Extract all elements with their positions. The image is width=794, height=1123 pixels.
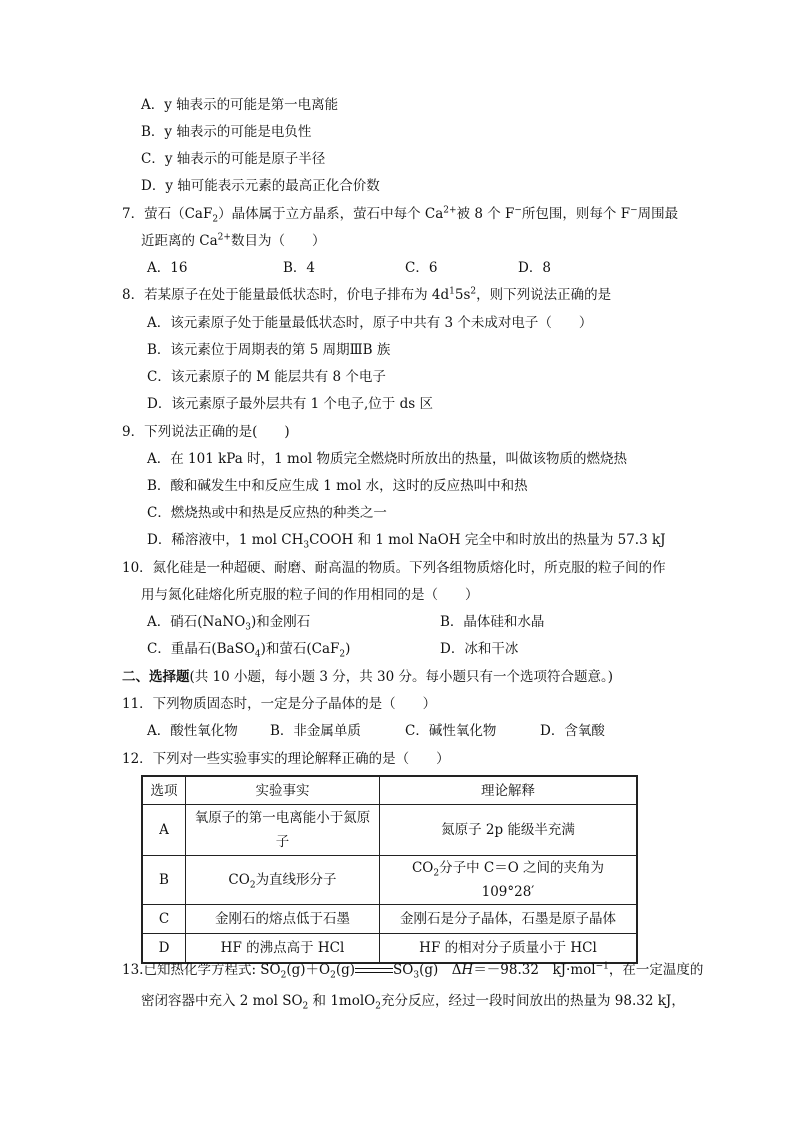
q9-option-d: D．稀溶液中，1 mol $CH_3COOH$ 和 1 mol NaOH 完全中和时放出的热量为 57.3 kJ: [147, 532, 666, 551]
q10-option-b: B．晶体硅和水晶: [440, 614, 545, 630]
table-row: [142, 905, 637, 934]
q8-option-a: A．该元素原子处于能量最低状态时，原子中共有 3 个未成对电子（ ）: [147, 315, 593, 331]
q9-stem: 9．下列说法正确的是( ): [122, 424, 290, 440]
section-2-title: 二、选择题: [122, 669, 190, 685]
q9-option-b: B．酸和碱发生中和反应生成 1 mol 水，这时的反应热叫中和热: [147, 478, 528, 494]
row-fact: $CO_2$为直线形分子: [186, 856, 380, 905]
q6-option-a: A．y 轴表示的可能是第一电离能: [141, 97, 339, 113]
q7-option-c: C．6: [405, 260, 438, 276]
q6-option-c: C．y 轴表示的可能是原子半径: [141, 151, 326, 167]
q6-option-b: B．y 轴表示的可能是电负性: [141, 124, 312, 140]
row-fact: 金刚石的熔点低于石墨: [186, 905, 380, 934]
table-header-row: [142, 776, 637, 805]
q8-option-c: C．该元素原子的 M 能层共有 8 个电子: [147, 369, 386, 385]
q7-option-d: D．8: [518, 260, 551, 276]
header-explanation: 理论解释: [380, 776, 638, 805]
q11-option-a: A．酸性氧化物: [147, 723, 238, 739]
q13-stem-line1: 13.已知热化学方程式: $SO_2(g)+O_2(g)$ $SO_3(g)$ ΔH＝－98.32 kJ·mol$^{-1}$，在一定温度的: [122, 961, 704, 981]
row-fact: 氧原子的第一电离能小于氮原 子: [186, 805, 380, 856]
row-explanation: HF 的相对分子质量小于 HCl: [380, 934, 638, 964]
row-explanation: $CO_2$分子中 C＝O 之间的夹角为 109°28′: [380, 856, 638, 905]
q12-table: [141, 775, 638, 964]
q11-stem: 11．下列物质固态时，一定是分子晶体的是（ ）: [122, 696, 437, 712]
section-2-heading: [122, 668, 613, 686]
q7-stem-line1: 7．萤石（CaF$_2$）晶体属于立方晶系，萤石中每个 $Ca^{2+}$被 8 个 F−所包围，则每个 F−周围最: [122, 205, 679, 225]
q11-option-b: B．非金属单质: [270, 723, 361, 739]
q11-option-c: C．碱性氧化物: [405, 723, 497, 739]
q6-option-d: D．y 轴可能表示元素的最高正化合价数: [141, 178, 380, 194]
q10-option-c: C．重晶石(BaSO$_4$)和萤石(CaF$_2$): [147, 641, 351, 660]
q12-stem: 12．下列对一些实验事实的理论解释正确的是（ ）: [122, 751, 450, 767]
row-fact: HF 的沸点高于 HCl: [186, 934, 380, 964]
table-row: [142, 805, 637, 856]
q10-stem-line1: 10．氮化硅是一种超硬、耐磨、耐高温的物质。下列各组物质熔化时，所克服的粒子间的作: [122, 560, 666, 576]
q8-option-b: B．该元素位于周期表的第 5 周期ⅢB 族: [147, 342, 391, 358]
row-option: D: [142, 934, 186, 964]
q7-stem-line2: 近距离的 $Ca^{2+}$数目为（ ）: [141, 232, 326, 249]
table-row: [142, 856, 637, 905]
q7-option-b: B．4: [283, 260, 316, 276]
row-option: A: [142, 805, 186, 856]
row-option: C: [142, 905, 186, 934]
q10-option-a: A．硝石(NaNO$_3$)和金刚石: [147, 614, 311, 633]
row-option: B: [142, 856, 186, 905]
q13-stem-line2: 密闭容器中充入 2 mol $SO_2$ 和 1molO$_2$充分反应，经过一段时间放出的热量为 98.32 kJ，: [141, 993, 685, 1012]
q9-option-c: C．燃烧热或中和热是反应热的种类之一: [147, 505, 387, 521]
row-explanation: 金刚石是分子晶体，石墨是原子晶体: [380, 905, 638, 934]
table-row: [142, 934, 637, 964]
q11-option-d: D．含氧酸: [540, 723, 605, 739]
row-explanation: 氮原子 2p 能级半充满: [380, 805, 638, 856]
q9-option-a: A．在 101 kPa 时，1 mol 物质完全燃烧时所放出的热量，叫做该物质的燃烧热: [147, 451, 628, 467]
q8-option-d: D．该元素原子最外层共有 1 个电子,位于 ds 区: [147, 396, 433, 412]
q10-stem-line2: 用与氮化硅熔化所克服的粒子间的作用相同的是（ ）: [141, 587, 479, 603]
q8-stem: 8．若某原子在处于能量最低状态时，价电子排布为 $4d^15s^2$，则下列说法正确的是: [122, 286, 612, 303]
equilibrium-arrow: [355, 966, 393, 976]
q7-option-a: A．16: [147, 260, 188, 276]
header-option: 选项: [142, 776, 186, 805]
header-fact: 实验事实: [186, 776, 380, 805]
q10-option-d: D．冰和干冰: [440, 641, 519, 657]
section-2-instructions: (共 10 小题，每小题 3 分，共 30 分。每小题只有一个选项符合题意。): [189, 669, 613, 685]
